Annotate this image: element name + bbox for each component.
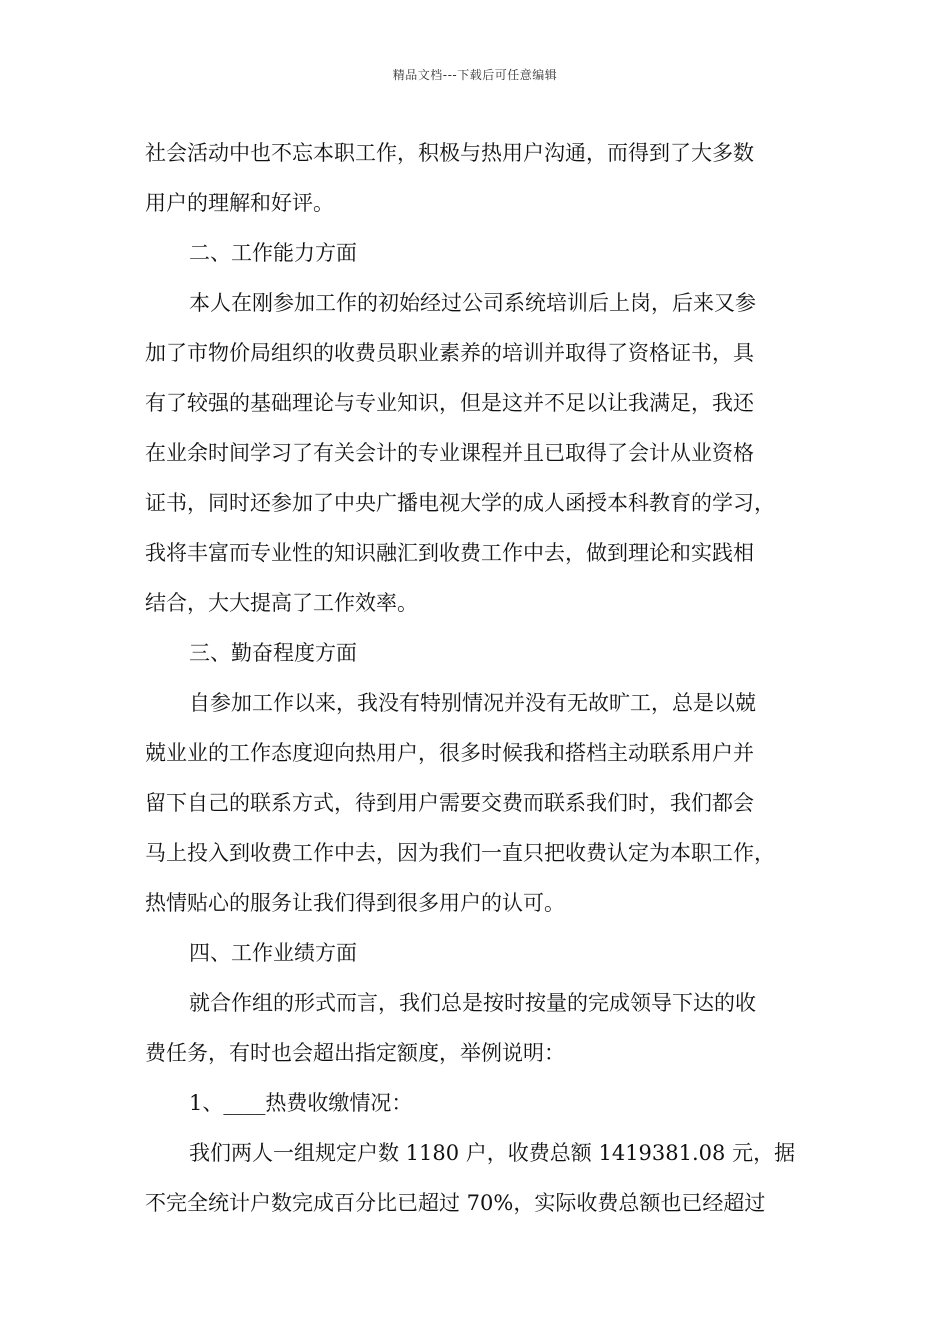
list-item-heading: 1、____热费收缴情况： <box>189 1091 413 1115</box>
body-line: 有了较强的基础理论与专业知识，但是这并不足以让我满足，我还 <box>145 391 754 415</box>
body-line: 马上投入到收费工作中去，因为我们一直只把收费认定为本职工作， <box>145 841 775 865</box>
body-line: 用户的理解和好评。 <box>145 191 334 215</box>
body-line: 结合，大大提高了工作效率。 <box>145 591 418 615</box>
body-line: 就合作组的形式而言，我们总是按时按量的完成领导下达的收 <box>189 991 756 1015</box>
body-line: 不完全统计户数完成百分比已超过 70%，实际收费总额也已经超过 <box>145 1191 766 1215</box>
section-heading: 四、工作业绩方面 <box>189 941 357 965</box>
body-line: 证书，同时还参加了中央广播电视大学的成人函授本科教育的学习， <box>145 491 775 515</box>
body-line: 我将丰富而专业性的知识融汇到收费工作中去，做到理论和实践相 <box>145 541 754 565</box>
body-line: 自参加工作以来，我没有特别情况并没有无故旷工，总是以兢 <box>189 691 756 715</box>
body-line: 费任务，有时也会超出指定额度，举例说明： <box>145 1041 565 1065</box>
document-body <box>145 128 825 1228</box>
page-header: 精品文档---下载后可任意编辑 <box>392 68 558 82</box>
section-heading: 三、勤奋程度方面 <box>189 641 357 665</box>
body-line: 留下自己的联系方式，待到用户需要交费而联系我们时，我们都会 <box>145 791 754 815</box>
body-line: 在业余时间学习了有关会计的专业课程并且已取得了会计从业资格 <box>145 441 754 465</box>
body-line: 加了市物价局组织的收费员职业素养的培训并取得了资格证书，具 <box>145 341 754 365</box>
body-line: 社会活动中也不忘本职工作，积极与热用户沟通，而得到了大多数 <box>145 141 754 165</box>
body-line: 本人在刚参加工作的初始经过公司系统培训后上岗，后来又参 <box>189 291 756 315</box>
body-line: 兢业业的工作态度迎向热用户，很多时候我和搭档主动联系用户并 <box>145 741 754 765</box>
body-line: 我们两人一组规定户数 1180 户，收费总额 1419381.08 元，据 <box>189 1141 796 1165</box>
body-line: 热情贴心的服务让我们得到很多用户的认可。 <box>145 891 565 915</box>
section-heading: 二、工作能力方面 <box>189 241 357 265</box>
